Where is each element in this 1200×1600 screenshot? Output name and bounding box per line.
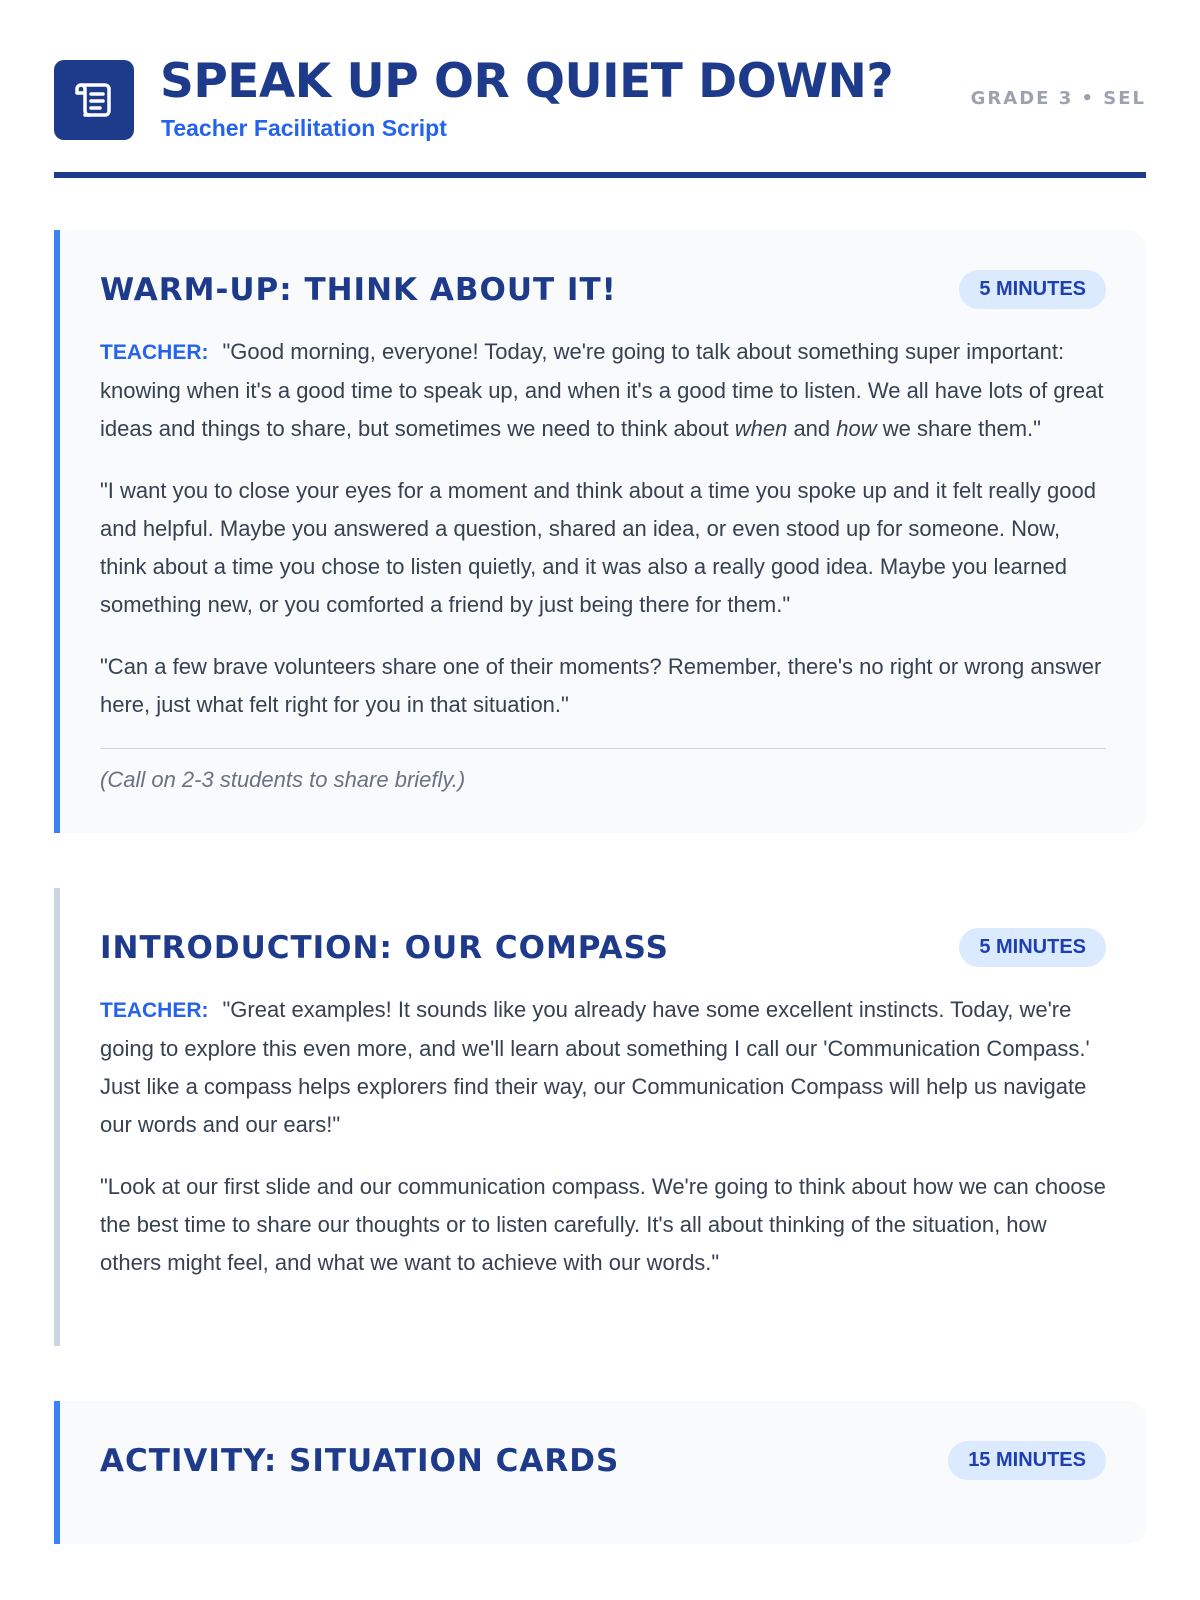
section-warm-up	[54, 230, 1146, 833]
duration-badge: 15 MINUTES	[948, 1441, 1106, 1480]
section-header	[100, 928, 1106, 967]
script-paragraph: TEACHER: "Great examples! It sounds like you already have some excellent instincts. Today, we're going to explore this even more, and we'll learn about something I call our 'Communication Compass.' Just like a compass helps explorers find their way, our Communication Compass will help us navigate our words and our ears!"	[100, 997, 1090, 1137]
script-paragraph: "Can a few brave volunteers share one of their moments? Remember, there's no right or wrong answer here, just what felt right for you in that situation."	[100, 654, 1102, 717]
section-title: ACTIVITY: SITUATION CARDS	[100, 1442, 620, 1479]
grade-tag: GRADE 3 • SEL	[970, 88, 1146, 109]
page-title: SPEAK UP OR QUIET DOWN?	[160, 54, 894, 109]
page-header	[54, 0, 1146, 178]
facilitator-note: (Call on 2-3 students to share briefly.)	[100, 748, 1106, 793]
section-header	[100, 1441, 1106, 1480]
section-title: WARM-UP: THINK ABOUT IT!	[100, 271, 617, 308]
script-paragraph: "I want you to close your eyes for a moment and think about a time you spoke up and it felt really good and helpful. Maybe you answered a question, shared an idea, or even stood up for someone. Now, think about a time you chose to listen quietly, and it was also a really good idea. Maybe you learned something new, or you comforted a friend by just being there for them."	[100, 478, 1096, 617]
page-subtitle: Teacher Facilitation Script	[161, 115, 447, 141]
scroll-icon	[54, 60, 134, 140]
section-activity	[54, 1401, 1146, 1544]
duration-badge: 5 MINUTES	[959, 928, 1106, 967]
section-introduction	[54, 888, 1146, 1346]
speaker-label: TEACHER:	[100, 341, 209, 364]
script-paragraph: "Look at our first slide and our communication compass. We're going to think about how we can choose the best time to share our thoughts or to listen carefully. It's all about thinking of the situation, how others might feel, and what we want to achieve with our words."	[100, 1174, 1106, 1275]
section-header	[100, 270, 1106, 309]
script-paragraph: TEACHER: "Good morning, everyone! Today, we're going to talk about something super important: knowing when it's a good time to speak up, and when it's a good time to listen. We all have lots of great ideas and things to share, but sometimes we need to think about when and how we share them."	[100, 339, 1104, 441]
speaker-label: TEACHER:	[100, 999, 209, 1022]
duration-badge: 5 MINUTES	[959, 270, 1106, 309]
section-title: INTRODUCTION: OUR COMPASS	[100, 929, 669, 966]
